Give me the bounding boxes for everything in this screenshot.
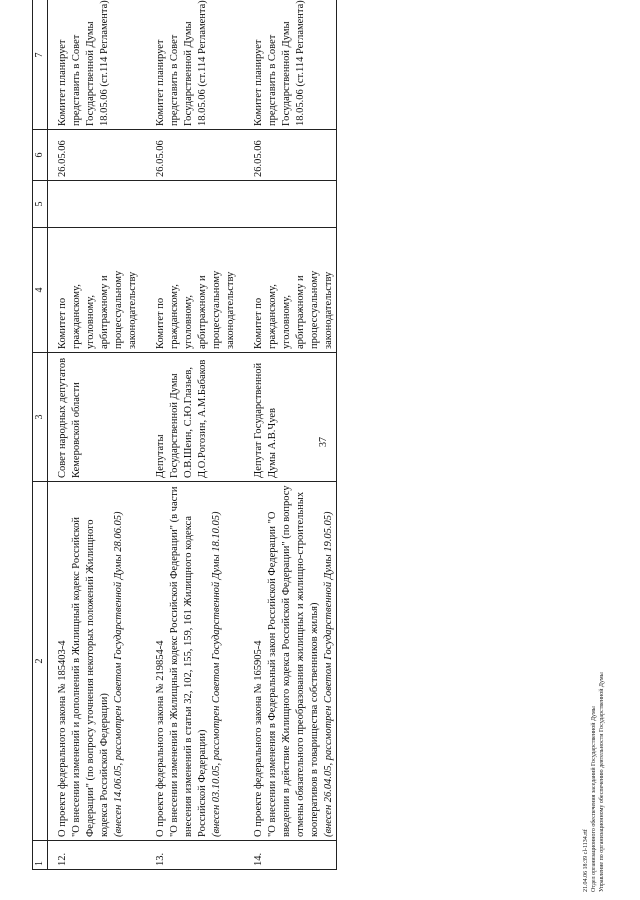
table-row <box>238 0 337 870</box>
bill-author: Депутат Государственной Думы А.В.Чуев <box>238 353 337 482</box>
review-date: 26.05.06 <box>238 130 337 181</box>
bill-text: "О внесении изменения в Федеральный закон Российской Федерации "О введении в действие Жилищного кодекса Российской Федерации" (по вопросу отмены обязательного преобразования жилищных и жилищно-строительных кооперативов в товарищества собственников жилья) <box>267 485 320 837</box>
bill-text: "О внесении изменений в Жилищный кодекс Российской Федерации" (в части внесения изменений в статьи 32, 102, 155, 159, 161 Жилищного кодекса Российской Федерации) <box>169 486 208 837</box>
bill-status: Комитет планирует представить в Совет Государственной Думы 18.05.06 (ст.114 Регламента) <box>48 0 141 130</box>
footer-directorate: Управление по организационному обеспечению деятельности Государственной Думы <box>599 672 605 892</box>
column-header-7: 7 <box>33 0 48 130</box>
bill-submission-note: (внесен 03.10.05, рассмотрен Советом Государственной Думы 18.10.05) <box>211 511 222 837</box>
column-number-row <box>33 0 48 870</box>
column-5-cell <box>140 181 238 228</box>
bill-title: О проекте федерального закона № 219854-4 <box>155 640 166 837</box>
column-header-5: 5 <box>33 181 48 228</box>
review-date: 26.05.06 <box>48 130 141 181</box>
column-header-4: 4 <box>33 228 48 353</box>
bill-submission-note: (внесен 14.06.05, рассмотрен Советом Государственной Думы 28.06.05) <box>113 511 124 837</box>
row-number: 13. <box>140 841 238 870</box>
footer-file-info: 21.04.06 18:39 cl-1134.rtf <box>583 829 589 892</box>
column-header-3: 3 <box>33 353 48 482</box>
responsible-committee: Комитет по гражданскому, уголовному, арбитражному и процессуальному законодательству <box>140 228 238 353</box>
table-row <box>140 0 238 870</box>
bill-submission-note: (внесен 26.04.05, рассмотрен Советом Государственной Думы 19.05.05) <box>323 511 334 837</box>
bill-description <box>140 482 238 841</box>
table-row <box>48 0 141 870</box>
bill-description <box>48 482 141 841</box>
bill-author: Депутаты Государственной Думы О.В.Шеин, С.Ю.Глазьев, Д.О.Рогозин, А.М.Бабаков <box>140 353 238 482</box>
responsible-committee: Комитет по гражданскому, уголовному, арбитражному и процессуальному законодательству <box>238 228 337 353</box>
bill-status: Комитет планирует представить в Совет Государственной Думы 18.05.06 (ст.114 Регламента) <box>238 0 337 130</box>
bill-description <box>238 482 337 841</box>
review-date: 26.05.06 <box>140 130 238 181</box>
bill-author: Совет народных депутатов Кемеровской области <box>48 353 141 482</box>
row-number: 12. <box>48 841 141 870</box>
bill-status: Комитет планирует представить в Совет Государственной Думы 18.05.06 (ст.114 Регламента) <box>140 0 238 130</box>
bills-table <box>32 0 337 870</box>
bill-text: "О внесении изменений и дополнений в Жилищный кодекс Российской Федерации" (по вопросу уточнения некоторых положений Жилищного кодекса Российской Федерации) <box>71 516 110 837</box>
column-header-6: 6 <box>33 130 48 181</box>
row-number: 14. <box>238 841 337 870</box>
responsible-committee: Комитет по гражданскому, уголовному, арбитражному и процессуальному законодательству <box>48 228 141 353</box>
document-sheet <box>32 0 597 870</box>
bill-title: О проекте федерального закона № 185403-4 <box>57 640 68 837</box>
column-5-cell <box>238 181 337 228</box>
column-header-1: 1 <box>33 841 48 870</box>
bill-title: О проекте федерального закона № 165905-4 <box>253 640 264 837</box>
page-number: 37 <box>318 437 329 447</box>
column-header-2: 2 <box>33 482 48 841</box>
footer-department: Отдел организационного обеспечения заседаний Государственной Думы <box>591 706 597 892</box>
column-5-cell <box>48 181 141 228</box>
